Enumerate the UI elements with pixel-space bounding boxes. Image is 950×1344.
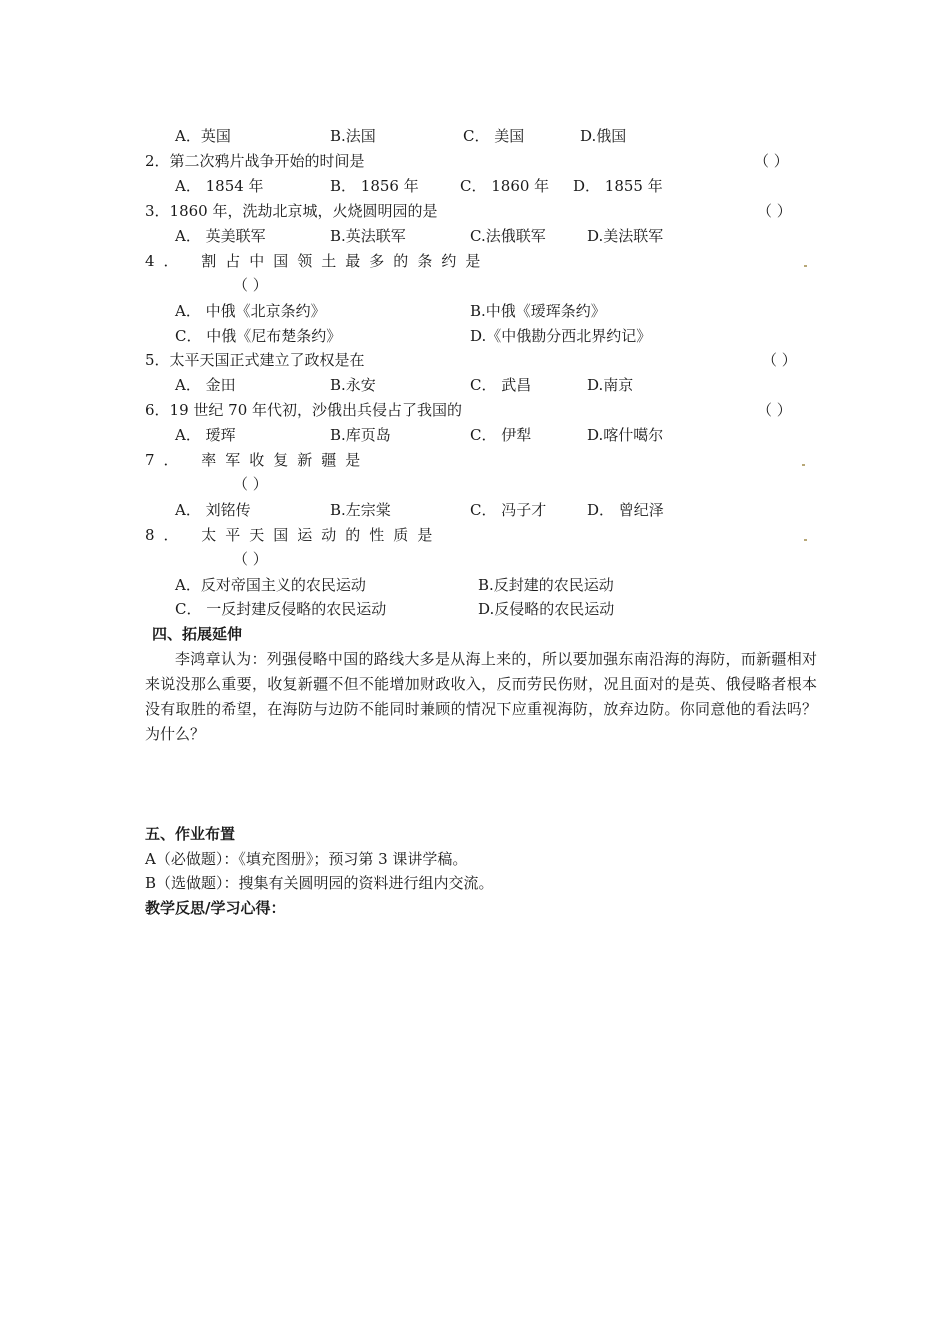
reflection-label: 教学反思/学习心得：	[145, 899, 286, 917]
q8-option-d: D.反侵略的农民运动	[478, 600, 615, 618]
q6-option-a: A． 瑷珲	[175, 426, 236, 444]
q6-option-d: D.喀什噶尔	[587, 426, 664, 444]
q1-option-c: C． 美国	[463, 127, 525, 145]
q7-option-a: A． 刘铭传	[175, 501, 251, 519]
q6-option-c: C． 伊犁	[470, 426, 532, 444]
q5-text: 5．太平天国正式建立了政权是在	[145, 351, 365, 369]
q7-text: 7． 率军收复新疆是	[145, 451, 370, 469]
section4-paragraph: 李鸿章认为：列强侵略中国的路线大多是从海上来的，所以要加强东南沿海的海防，而新疆相对来说没那么重要，收复新疆不但不能增加财政收入，反而劳民伤财，况且面对的是英、俄侵略者根本没有取胜的希望，在海防与边防不能同时兼顾的情况下应重视海防，放弃边防。你同意他的看法吗？为什么？	[145, 650, 817, 743]
q6-text: 6．19 世纪 70 年代初，沙俄出兵侵占了我国的	[145, 401, 463, 419]
q5-option-c: C． 武昌	[470, 376, 532, 394]
q3-text: 3．1860 年，洗劫北京城，火烧圆明园的是	[145, 202, 438, 220]
q5-option-a: A． 金田	[175, 376, 236, 394]
q6-answer-paren: （ ）	[757, 401, 792, 419]
q6-option-b: B.库页岛	[330, 426, 391, 444]
q4-option-a: A． 中俄《北京条约》	[175, 302, 326, 320]
q3-option-c: C.法俄联军	[470, 227, 546, 245]
q4-text: 4． 割占中国领土最多的条约是	[145, 252, 490, 270]
q3-option-a: A． 英美联军	[175, 227, 266, 245]
q2-text: 2．第二次鸦片战争开始的时间是	[145, 152, 365, 170]
q1-option-b: B.法国	[330, 127, 376, 145]
speck-mark	[802, 464, 805, 466]
section5-heading: 五、作业布置	[145, 825, 236, 843]
homework-item-a: A（必做题）：《填充图册》；预习第 3 课讲学稿。	[145, 850, 468, 868]
q2-answer-paren: （ ）	[754, 152, 789, 170]
q5-option-d: D.南京	[587, 376, 634, 394]
q2-option-d: D． 1855 年	[573, 177, 663, 195]
q1-option-a: A．英国	[175, 127, 231, 145]
q2-option-a: A． 1854 年	[175, 177, 264, 195]
q5-answer-paren: （ ）	[762, 351, 797, 369]
q3-option-d: D.美法联军	[587, 227, 664, 245]
q4-option-b: B.中俄《瑷珲条约》	[470, 302, 606, 320]
q4-option-d: D.《中俄勘分西北界约记》	[470, 327, 652, 345]
q4-answer-paren: （ ）	[233, 276, 268, 294]
speck-mark	[804, 265, 807, 267]
q8-text: 8． 太平天国运动的性质是	[145, 526, 442, 544]
speck-mark	[804, 539, 807, 541]
q8-option-c: C． 一反封建反侵略的农民运动	[175, 600, 387, 618]
q7-answer-paren: （ ）	[233, 475, 268, 493]
q3-answer-paren: （ ）	[757, 202, 792, 220]
q7-option-c: C． 冯子才	[470, 501, 547, 519]
q4-option-c: C． 中俄《尼布楚条约》	[175, 327, 342, 345]
section4-heading: 四、拓展延伸	[152, 625, 243, 643]
q5-option-b: B.永安	[330, 376, 376, 394]
q7-option-d: D． 曾纪泽	[587, 501, 664, 519]
homework-item-b: B（选做题）：搜集有关圆明园的资料进行组内交流。	[145, 874, 494, 892]
q8-option-b: B.反封建的农民运动	[478, 576, 614, 594]
q7-option-b: B.左宗棠	[330, 501, 391, 519]
q8-answer-paren: （ ）	[233, 550, 268, 568]
q8-option-a: A．反对帝国主义的农民运动	[175, 576, 366, 594]
q2-option-b: B． 1856 年	[330, 177, 419, 195]
q2-option-c: C． 1860 年	[460, 177, 550, 195]
q3-option-b: B.英法联军	[330, 227, 406, 245]
q1-option-d: D.俄国	[580, 127, 627, 145]
